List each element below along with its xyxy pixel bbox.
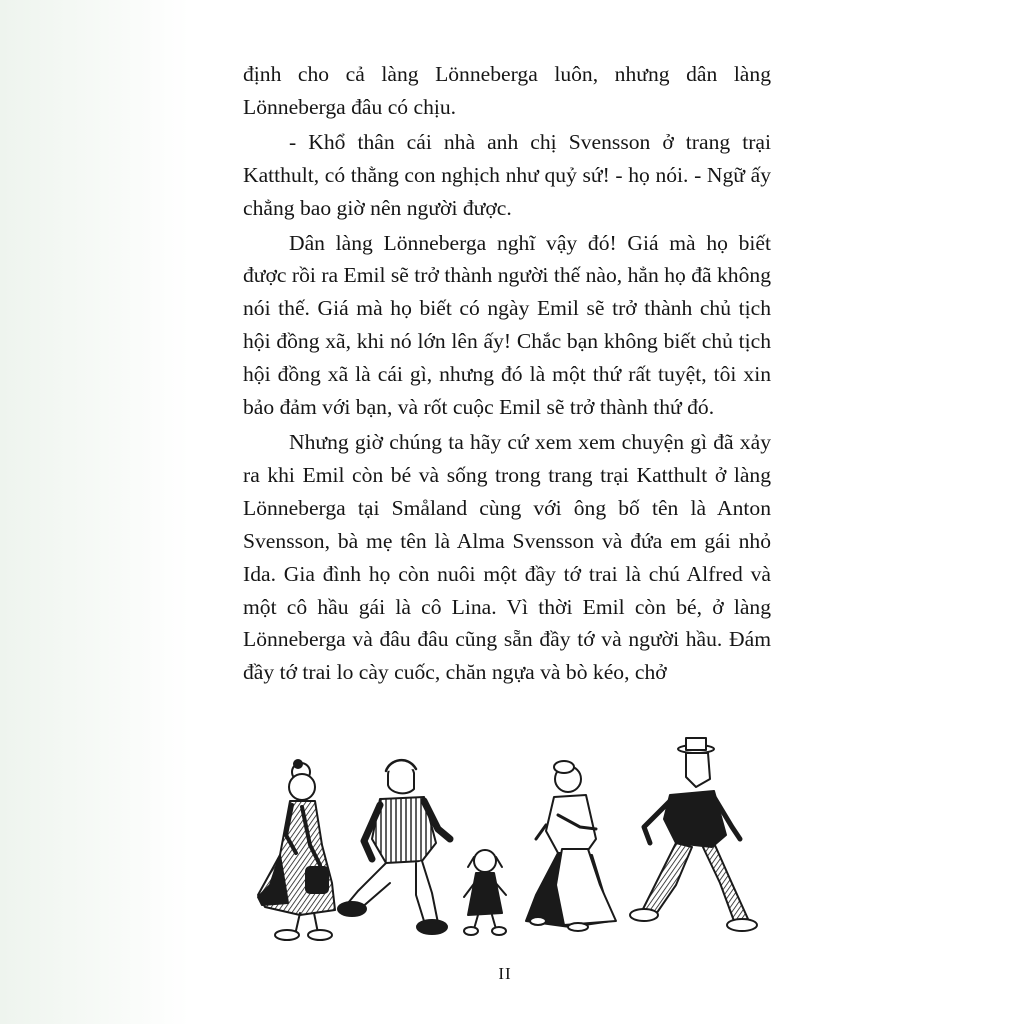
figure-alma	[526, 761, 616, 931]
family-walking-illustration	[240, 735, 770, 950]
paragraph-2: - Khổ thân cái nhà anh chị Svensson ở trang trại Katthult, có thằng con nghịch như quỷ sứ! - họ nói. - Ngữ ấy chẳng bao giờ nên người được.	[243, 129, 771, 220]
body-text	[243, 58, 771, 689]
page-edge-shadow	[0, 0, 190, 1024]
paragraph-1: định cho cả làng Lönneberga luôn, nhưng dân làng Lönneberga đâu có chịu.	[243, 62, 771, 119]
figure-alfred	[338, 760, 450, 934]
paragraph-4: Nhưng giờ chúng ta hãy cứ xem xem chuyện gì đã xảy ra khi Emil còn bé và sống trong trang trại Katthult ở làng Lönneberga tại Småland cùng với ông bố tên là Anton Svensson, bà mẹ tên là Alma Svensson và đứa em gái nhỏ Ida. Gia đình họ còn nuôi một đầy tớ trai là chú Alfred và một cô hầu gái là cô Lina. Vì thời Emil còn bé, ở làng Lönneberga và đâu đâu cũng sẵn đầy tớ và người hầu. Đám đầy tớ trai lo cày cuốc, chăn ngựa và bò kéo, chở	[243, 429, 771, 685]
figure-lina	[258, 760, 335, 940]
page-number: II	[498, 964, 512, 983]
paragraph-3: Dân làng Lönneberga nghĩ vậy đó! Giá mà họ biết được rồi ra Emil sẽ trở thành người thế nào, hẳn họ đã không nói thế. Giá mà họ biết có ngày Emil sẽ trở thành chủ tịch hội đồng xã, khi nó lớn lên ấy! Chắc bạn không biết chủ tịch hội đồng xã là cái gì, nhưng đó là một thứ rất tuyệt, tôi xin bảo đảm với bạn, và rốt cuộc Emil sẽ trở thành thứ đó.	[243, 230, 771, 420]
figure-ida	[464, 850, 506, 935]
figure-anton	[630, 738, 757, 931]
